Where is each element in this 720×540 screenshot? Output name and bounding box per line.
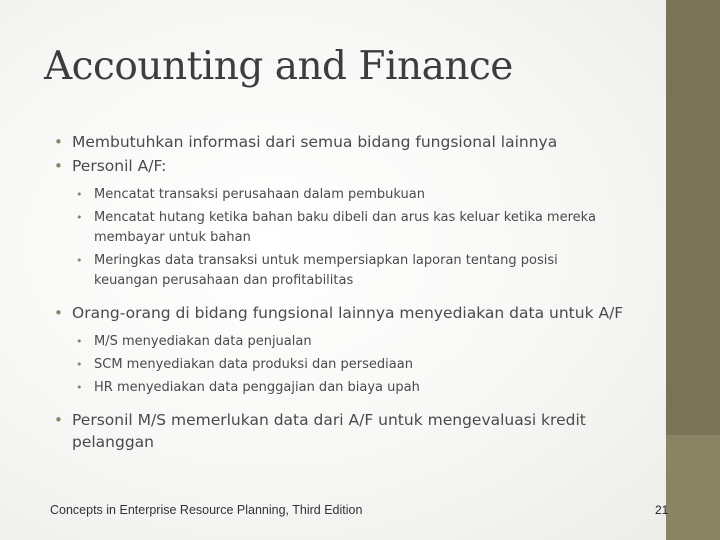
bullet-text: Meringkas data transaksi untuk mempersiapkan laporan tentang posisi keuangan perusahaan dan profitabilitas	[94, 253, 558, 288]
sub-bullet-item	[54, 185, 624, 205]
bullet-icon: •	[76, 211, 83, 224]
right-accent-bar-lower	[666, 435, 720, 540]
footer-text: Concepts in Enterprise Resource Planning, Third Edition	[50, 503, 363, 517]
bullet-text: Orang-orang di bidang fungsional lainnya menyediakan data untuk A/F	[72, 304, 624, 322]
bullet-text: Personil A/F:	[72, 157, 167, 175]
bullet-text: HR menyediakan data penggajian dan biaya upah	[94, 380, 420, 395]
bullet-icon: •	[76, 335, 83, 348]
bullet-icon: •	[54, 304, 63, 322]
bullet-icon: •	[54, 157, 63, 175]
bullet-icon: •	[76, 381, 83, 394]
bullet-text: Mencatat hutang ketika bahan baku dibeli dan arus kas keluar ketika mereka membayar untuk bahan	[94, 210, 596, 245]
bullet-icon: •	[54, 411, 63, 429]
bullet-item	[54, 302, 624, 324]
sub-bullet-item	[54, 208, 624, 248]
bullet-text: SCM menyediakan data produksi dan persediaan	[94, 357, 413, 372]
bullet-text: M/S menyediakan data penjualan	[94, 334, 312, 349]
page-number: 21	[655, 503, 669, 517]
bullet-icon: •	[54, 133, 63, 151]
bullet-text: Mencatat transaksi perusahaan dalam pembukuan	[94, 187, 425, 202]
bullet-text: Personil M/S memerlukan data dari A/F untuk mengevaluasi kredit pelanggan	[72, 411, 586, 451]
sub-bullet-item	[54, 355, 624, 375]
sub-bullet-item	[54, 251, 624, 291]
bullet-item	[54, 131, 624, 153]
bullet-icon: •	[76, 254, 83, 267]
sub-bullet-item	[54, 378, 624, 398]
bullet-icon: •	[76, 358, 83, 371]
bullet-icon: •	[76, 188, 83, 201]
bullet-item	[54, 155, 624, 177]
sub-bullet-item	[54, 332, 624, 352]
slide-title: Accounting and Finance	[44, 44, 513, 89]
bullet-item	[54, 409, 624, 453]
bullet-text: Membutuhkan informasi dari semua bidang fungsional lainnya	[72, 133, 558, 151]
bullet-list	[54, 131, 624, 455]
